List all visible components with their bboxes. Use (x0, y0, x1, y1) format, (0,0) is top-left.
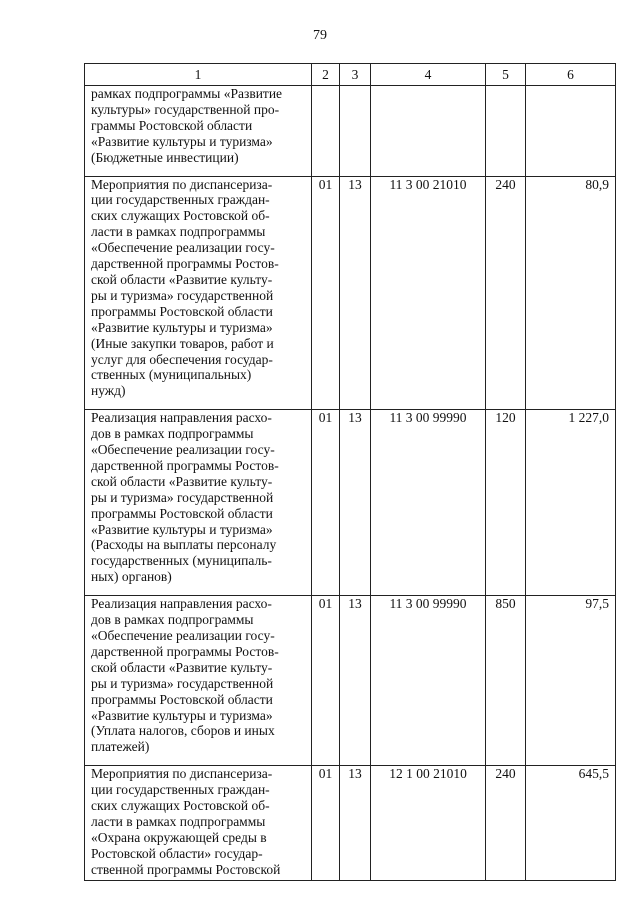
row-description (85, 410, 312, 596)
page-number: 79 (313, 28, 327, 43)
amount-cell: 80,9 (526, 176, 616, 410)
target-article-cell (371, 86, 486, 177)
description-line: ных) органов) (91, 569, 172, 585)
description-line: дов в рамках подпрограммы (91, 426, 254, 442)
table-row (85, 410, 616, 596)
description-line: ласти в рамках подпрограммы (91, 224, 266, 240)
description-line: ских служащих Ростовской об- (91, 208, 270, 224)
subsection-cell: 13 (340, 176, 371, 410)
description-line: (Уплата налогов, сборов и иных (91, 723, 275, 739)
description-line: услуг для обеспечения государ- (91, 351, 273, 367)
description-line: дарственной программы Ростов- (91, 643, 279, 659)
table-row (85, 86, 616, 177)
description-line: «Обеспечение реализации госу- (91, 240, 275, 256)
description-line: ственных (муниципальных) (91, 367, 252, 383)
target-article-cell: 12 1 00 21010 (371, 766, 486, 880)
row-description (85, 86, 312, 177)
expense-type-cell: 240 (486, 176, 526, 410)
section-cell: 01 (312, 766, 340, 880)
description-line: ции государственных граждан- (91, 192, 270, 208)
description-line: ции государственных граждан- (91, 782, 270, 798)
expense-type-cell: 120 (486, 410, 526, 596)
subsection-cell: 13 (340, 410, 371, 596)
target-article-cell: 11 3 00 99990 (371, 410, 486, 596)
description-line: Реализация направления расхо- (91, 410, 272, 426)
description-line: «Развитие культуры и туризма» (91, 707, 273, 723)
column-header: 1 (85, 64, 312, 86)
amount-cell: 645,5 (526, 766, 616, 880)
section-cell: 01 (312, 596, 340, 766)
description-line: нужд) (91, 383, 126, 399)
column-header: 2 (312, 64, 340, 86)
description-line: Реализация направления расхо- (91, 596, 272, 612)
description-line: «Обеспечение реализации госу- (91, 442, 275, 458)
description-line: ской области «Развитие культу- (91, 473, 273, 489)
description-line: Мероприятия по диспансериза- (91, 176, 273, 192)
description-line: (Расходы на выплаты персоналу (91, 537, 277, 553)
column-header: 3 (340, 64, 371, 86)
description-line: Ростовской области» государ- (91, 845, 263, 861)
description-line: ры и туризма» государственной (91, 489, 274, 505)
description-line: дарственной программы Ростов- (91, 256, 279, 272)
column-number-header-row (85, 64, 616, 86)
description-line: культуры» государственной про- (91, 101, 280, 117)
description-line: Мероприятия по диспансериза- (91, 766, 273, 782)
expense-type-cell: 240 (486, 766, 526, 880)
table-body (85, 86, 616, 881)
description-line: «Развитие культуры и туризма» (91, 521, 273, 537)
amount-cell (526, 86, 616, 177)
amount-cell: 1 227,0 (526, 410, 616, 596)
description-line: дов в рамках подпрограммы (91, 612, 254, 628)
column-header: 5 (486, 64, 526, 86)
section-cell (312, 86, 340, 177)
column-header: 4 (371, 64, 486, 86)
row-description (85, 596, 312, 766)
description-line: программы Ростовской области (91, 691, 273, 707)
description-line: ры и туризма» государственной (91, 287, 274, 303)
subsection-cell (340, 86, 371, 177)
subsection-cell: 13 (340, 596, 371, 766)
table-row (85, 596, 616, 766)
table-row (85, 176, 616, 410)
description-line: «Развитие культуры и туризма» (91, 133, 273, 149)
description-line: ласти в рамках подпрограммы (91, 813, 266, 829)
column-header: 6 (526, 64, 616, 86)
description-line: «Обеспечение реализации госу- (91, 628, 275, 643)
description-line: «Охрана окружающей среды в (91, 829, 267, 845)
section-cell: 01 (312, 410, 340, 596)
description-line: ской области «Развитие культу- (91, 659, 273, 675)
budget-table (84, 63, 616, 881)
subsection-cell: 13 (340, 766, 371, 880)
row-description (85, 176, 312, 410)
target-article-cell: 11 3 00 21010 (371, 176, 486, 410)
description-line: ры и туризма» государственной (91, 675, 274, 691)
description-line: платежей) (91, 739, 150, 755)
table-row (85, 766, 616, 880)
description-line: (Бюджетные инвестиции) (91, 149, 239, 165)
description-line: ственной программы Ростовской (91, 861, 281, 877)
description-line: граммы Ростовской области (91, 117, 253, 133)
description-line: программы Ростовской области (91, 303, 273, 319)
description-line: государственных (муниципаль- (91, 553, 272, 569)
expense-type-cell (486, 86, 526, 177)
row-description (85, 766, 312, 880)
description-line: программы Ростовской области (91, 505, 273, 521)
expense-type-cell: 850 (486, 596, 526, 766)
description-line: дарственной программы Ростов- (91, 457, 279, 473)
description-line: рамках подпрограммы «Развитие (91, 86, 283, 101)
amount-cell: 97,5 (526, 596, 616, 766)
description-line: (Иные закупки товаров, работ и (91, 335, 274, 351)
description-line: «Развитие культуры и туризма» (91, 319, 273, 335)
description-line: ских служащих Ростовской об- (91, 798, 270, 814)
description-line: ской области «Развитие культу- (91, 271, 273, 287)
section-cell: 01 (312, 176, 340, 410)
target-article-cell: 11 3 00 99990 (371, 596, 486, 766)
